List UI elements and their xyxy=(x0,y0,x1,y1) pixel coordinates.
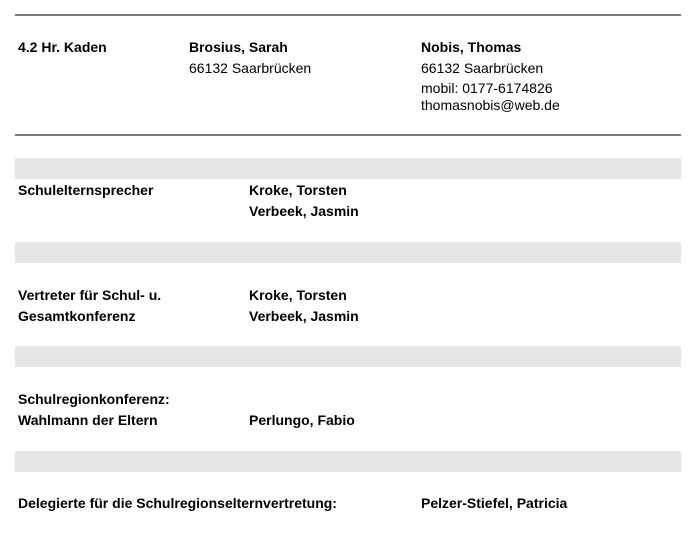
member-name: Kroke, Torsten xyxy=(249,287,347,303)
role-label-schulelternsprecher: Schulelternsprecher xyxy=(18,182,154,198)
separator-band xyxy=(15,451,681,472)
role-label-delegierte: Delegierte für die Schulregionselternvertretung: xyxy=(18,495,337,511)
separator-band xyxy=(15,346,681,367)
rep2-mobile: mobil: 0177-6174826 xyxy=(421,80,553,96)
member-name: Verbeek, Jasmin xyxy=(249,203,359,219)
member-name: Kroke, Torsten xyxy=(249,182,347,198)
rep2-name: Nobis, Thomas xyxy=(421,39,522,55)
role-label-wahlmann: Wahlmann der Eltern xyxy=(18,412,158,428)
member-name: Verbeek, Jasmin xyxy=(249,308,359,324)
member-name: Perlungo, Fabio xyxy=(249,412,355,428)
member-name: Pelzer-Stiefel, Patricia xyxy=(421,495,568,511)
top-divider xyxy=(15,14,681,16)
rep2-city: 66132 Saarbrücken xyxy=(421,60,544,76)
role-label-schulregionkonferenz: Schulregionkonferenz: xyxy=(18,391,170,407)
role-label-vertreter: Vertreter für Schul- u. xyxy=(18,287,162,303)
section-divider xyxy=(15,134,681,136)
role-label-vertreter-line2: Gesamtkonferenz xyxy=(18,308,136,324)
separator-band xyxy=(15,242,681,263)
class-label: 4.2 Hr. Kaden xyxy=(18,39,107,55)
rep2-email[interactable]: thomasnobis@web.de xyxy=(421,97,560,113)
separator-band xyxy=(15,158,681,179)
rep1-name: Brosius, Sarah xyxy=(189,39,288,55)
rep1-city: 66132 Saarbrücken xyxy=(189,60,312,76)
